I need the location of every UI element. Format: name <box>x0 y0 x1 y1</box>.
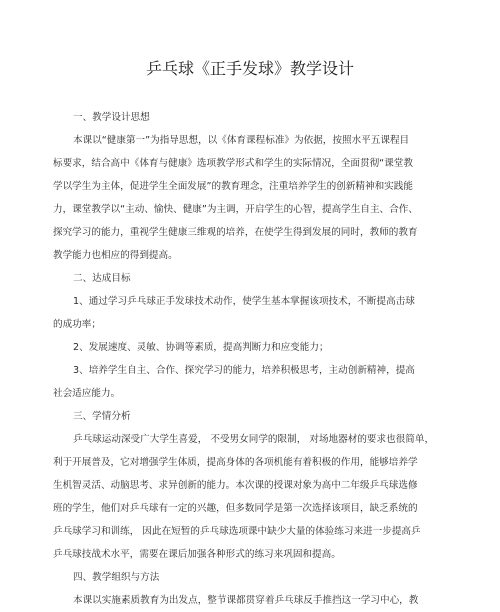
paragraph-line: 1、通过学习乒乓球正手发球技术动作，使学生基本掌握该项技术，不断提高击球 <box>73 296 415 307</box>
paragraph-line: 乒乓球运动深受广大学生喜爱， 不受男女同学的限制， 对场地器材的要求也很简单， <box>73 434 435 445</box>
paragraph-line: 力，课堂教学以“主动、愉快、健康”为主调，开启学生的心智，提高学生自主、合作、 <box>53 204 418 215</box>
section-heading: 一、教学设计思想 <box>73 112 150 123</box>
paragraph-line: 生机智灵活、动脑思考、求异创新的能力。本次课的授课对象为高中二年级乒乓球选修 <box>53 480 418 491</box>
paragraph-line: 标要求，结合高中《体育与健康》选项教学形式和学生的实际情况，全面贯彻“课堂教 <box>53 158 413 169</box>
section-heading: 四、教学组织与方法 <box>73 572 160 583</box>
paragraph-line: 社会适应能力。 <box>53 388 121 399</box>
section-heading: 三、学情分析 <box>73 411 131 422</box>
paragraph-line: 3、培养学生自主、合作、探究学习的能力，培养积极思考，主动创新精神，提高 <box>73 365 415 376</box>
document-title: 乒乓球《正手发球》教学设计 <box>145 59 354 78</box>
paragraph-line: 本课以“健康第一”为指导思想，以《体育课程标准》为依据，按照水平五课程目 <box>73 135 410 146</box>
paragraph-line: 本课以实施素质教育为出发点，整节课都贯穿着乒乓球反手推挡这一学习中心，教 <box>73 595 419 606</box>
paragraph-line: 乒乓球学习和训练， 因此在短暂的乒乓球选项课中缺少大量的体验练习来进一步提高乒 <box>53 526 421 537</box>
paragraph-line: 学以学生为主体，促进学生全面发展”的教育理念，注重培养学生的创新精神和实践能 <box>53 181 413 192</box>
section-heading: 二、达成目标 <box>73 273 131 284</box>
paragraph-line: 2、发展速度、灵敏、协调等素质，提高判断力和应变能力； <box>73 342 329 353</box>
document-body <box>53 106 453 612</box>
paragraph-line: 教学能力也相应的得到提高。 <box>53 250 178 261</box>
paragraph-line: 班的学生，他们对乒乓球有一定的兴趣，但多数同学是第一次选择该项目，缺乏系统的 <box>53 503 418 514</box>
paragraph-line: 利于开展普及，它对增强学生体质，提高身体的各项机能有着积极的作用，能够培养学 <box>53 457 418 468</box>
paragraph-line: 的成功率； <box>53 319 101 330</box>
paragraph-line: 探究学习的能力，重视学生健康三维观的培养，在使学生得到发展的同时，教师的教育 <box>53 227 418 238</box>
paragraph-line: 乒乓球技战术水平，需要在课后加强各种形式的练习来巩固和提高。 <box>53 549 341 560</box>
